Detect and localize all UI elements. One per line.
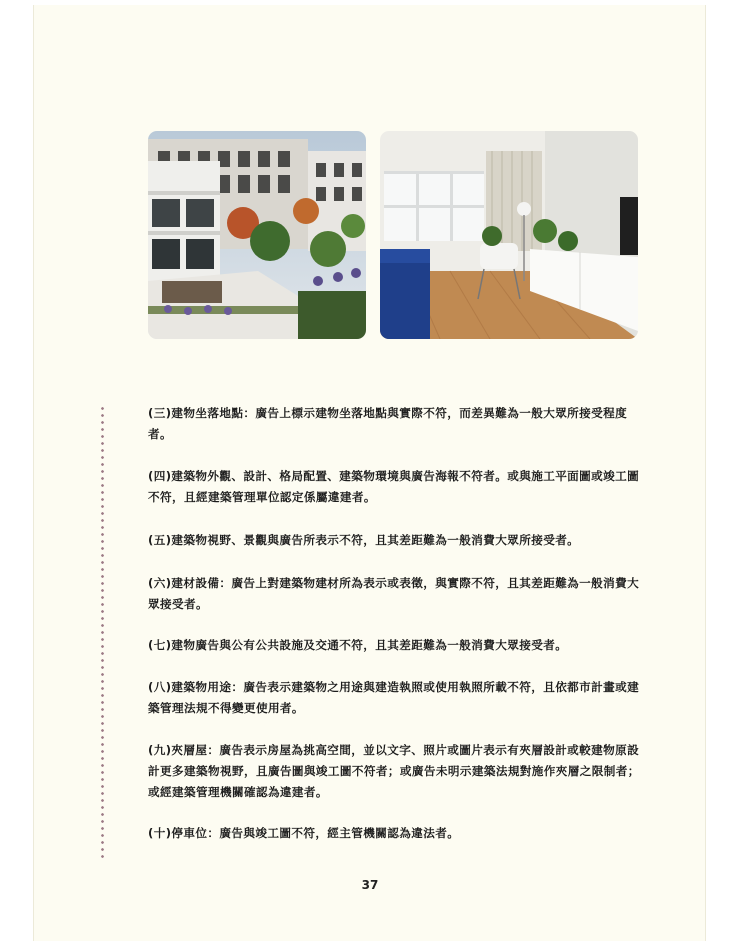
clause-item: (十)停車位：廣告與竣工圖不符，經主管機關認為違法者。 (148, 826, 460, 840)
clause-item: (三)建物坐落地點：廣告上標示建物坐落地點與實際不符，而差異難為一般大眾所接受程度者。 (148, 406, 628, 441)
interior-photo (380, 131, 638, 339)
decorative-dotted-line (101, 405, 104, 858)
clause-item: (四)建築物外觀、設計、格局配置、建築物環境與廣告海報不符者。或與施工平面圖或竣工圖不符，且經建築管理單位認定係屬違建者。 (148, 469, 640, 504)
clause-item: (七)建物廣告與公有公共設施及交通不符，且其差距難為一般消費大眾接受者。 (148, 638, 568, 652)
building-photo (148, 131, 366, 339)
clause-item: (九)夾層屋：廣告表示房屋為挑高空間，並以文字、照片或圖片表示有夾層設計或較建物原設計更多建築物視野，且廣告圖與竣工圖不符者；或廣告未明示建築法規對施作夾層之限制者；或經建築管理機關確認為違建者。 (148, 743, 640, 799)
page-number: 37 (361, 878, 379, 892)
clause-item: (八)建築物用途：廣告表示建築物之用途與建造執照或使用執照所載不符，且依都市計畫或建築管理法規不得變更使用者。 (148, 680, 640, 715)
clause-item: (五)建築物視野、景觀與廣告所表示不符，且其差距難為一般消費大眾所接受者。 (148, 533, 580, 547)
clause-item: (六)建材設備：廣告上對建築物建材所為表示或表徵，與實際不符，且其差距難為一般消費大眾接受者。 (148, 576, 640, 611)
